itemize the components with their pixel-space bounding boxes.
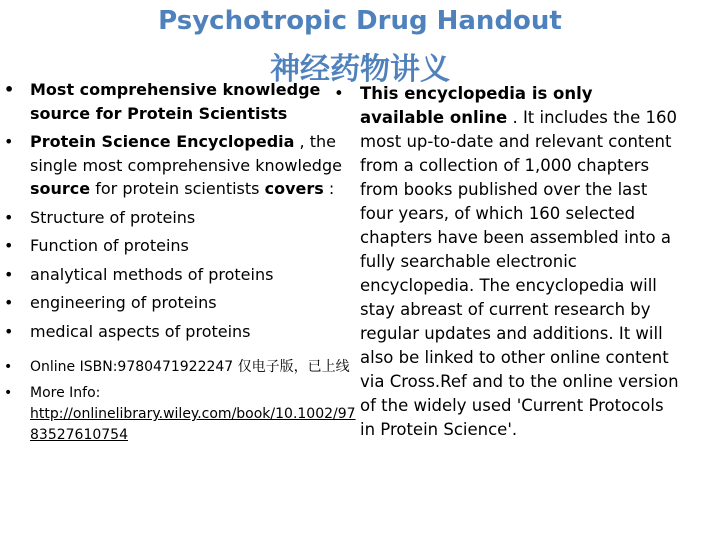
emphasis-covers: covers [264, 179, 324, 198]
bullet-isbn [0, 357, 356, 378]
bullet-text: : [323, 179, 335, 198]
bullet-more-info [0, 383, 356, 446]
bullet-encyclopedia-intro [0, 130, 356, 201]
bullet-text: Structure of proteins [30, 207, 196, 227]
bullet-medical [0, 320, 356, 344]
bullet-text: Most comprehensive knowledge source for Protein Scientists [30, 80, 321, 123]
title-chinese: 神经药物讲义 [270, 52, 450, 87]
bullet-text: engineering of proteins [30, 293, 217, 312]
more-info-link[interactable]: http://onlinelibrary.wiley.com/book/10.1002/9783527610754 [30, 406, 356, 443]
right-bullet-list [330, 82, 680, 442]
bullet-text: analytical methods of proteins [30, 264, 274, 284]
availability-text: This encyclopedia is only available online [360, 84, 593, 127]
bullet-structure [0, 206, 356, 230]
isbn-text: Online ISBN:9780471922247 仅电子版，已上线 [30, 359, 350, 375]
bullet-knowledge-source [0, 78, 356, 125]
emphasis-source: source [30, 179, 91, 198]
bullet-function [0, 234, 356, 258]
more-info-label: More Info: [30, 385, 101, 401]
encyclopedia-name: Protein Science Encyclopedia [30, 132, 295, 151]
left-bullet-list [0, 78, 356, 451]
bullet-engineering [0, 291, 356, 315]
bullet-text: for protein scientists [90, 179, 265, 198]
bullet-text: medical aspects of proteins [30, 321, 251, 341]
bullet-text: Function of proteins [30, 236, 189, 255]
title-english: Psychotropic Drug Handout [158, 6, 562, 36]
bullet-encyclopedia-description [330, 82, 680, 442]
bullet-text: , the single most comprehensive knowledge [30, 132, 342, 175]
bullet-analytical [0, 263, 356, 287]
description-text: . It includes the 160 most up-to-date and relevant content from a collection of 1,000 chapters from books published over the last four years, of which 160 selected chapters have been assembled into a fully searchable electronic encyclopedia. The encyclopedia will stay abreast of current research by regular updates and additions. It will also be linked to other online content via Cross.Ref and to the online version of the widely used 'Current Protocols in Protein Science'. [360, 108, 679, 439]
